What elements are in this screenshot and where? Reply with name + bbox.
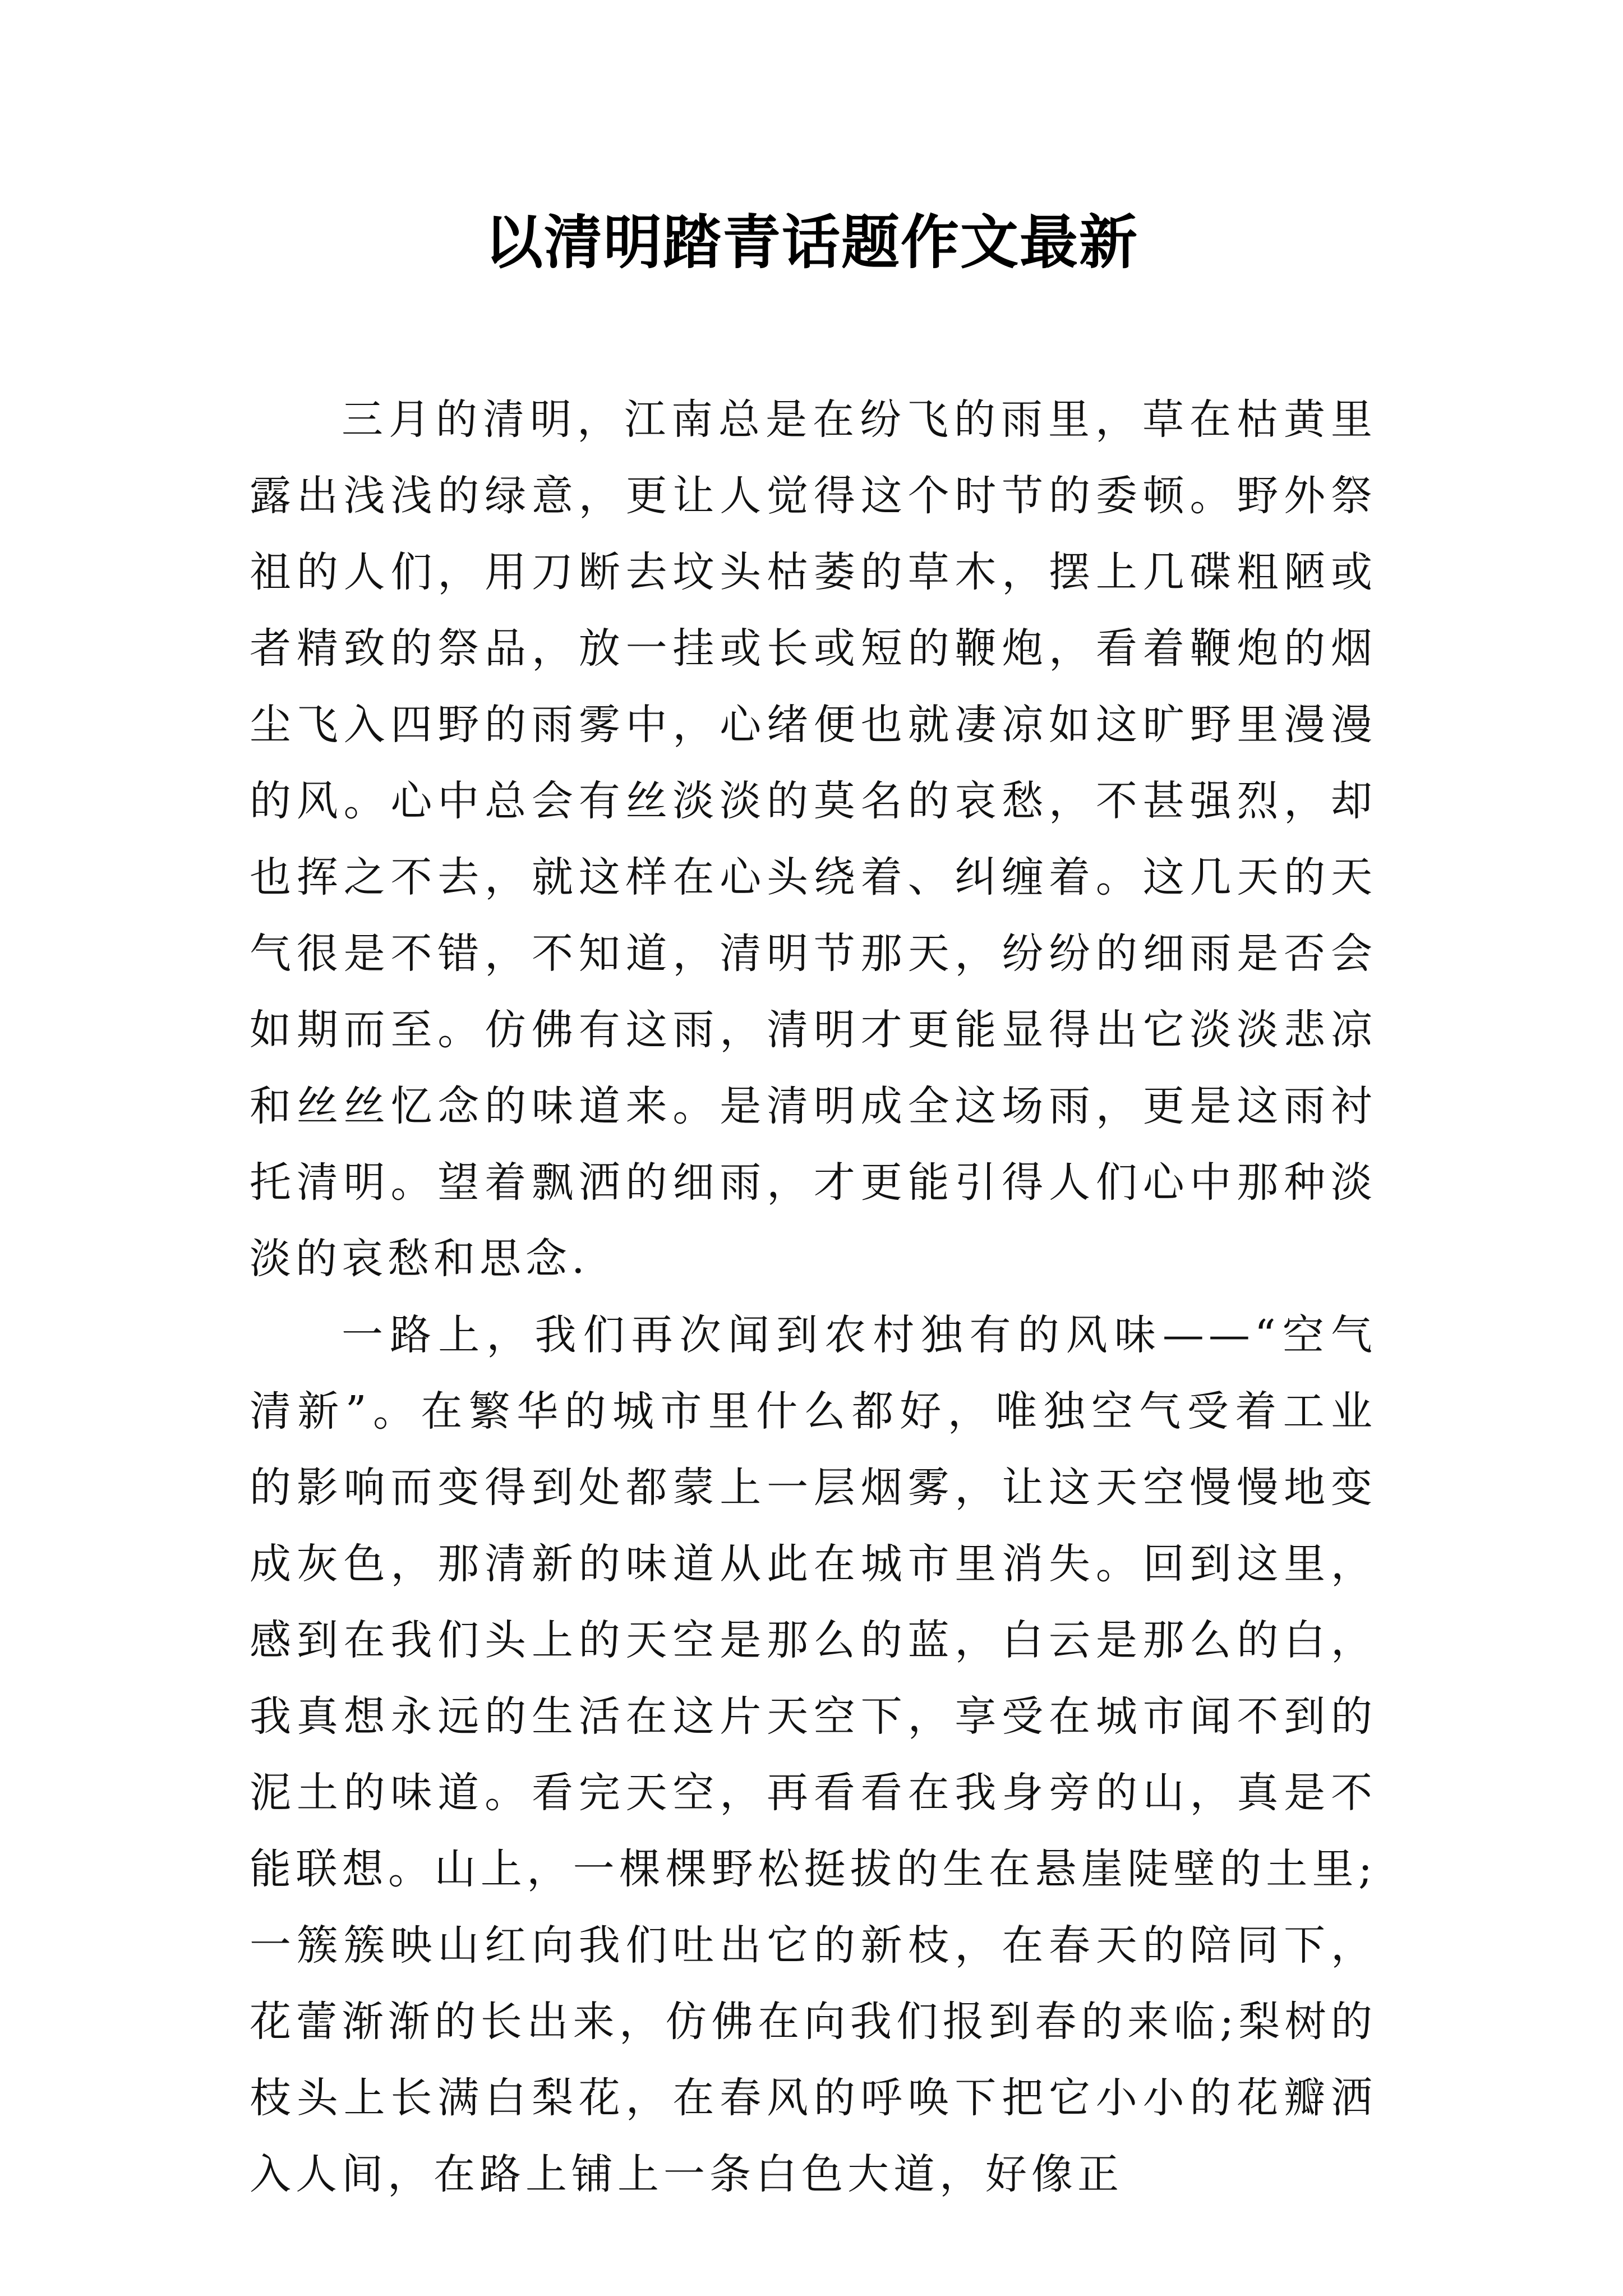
paragraph-1: 三月的清明，江南总是在纷飞的雨里，草在枯黄里露出浅浅的绿意，更让人觉得这个时节的委顿。野外祭祖的人们，用刀断去坟头枯萎的草木，摆上几碟粗陋或者精致的祭品，放一挂或长或短的鞭炮，看着鞭炮的烟尘飞入四野的雨雾中，心绪便也就凄凉如这旷野里漫漫的风。心中总会有丝淡淡的莫名的哀愁，不甚强烈，却也挥之不去，就这样在心头绕着、纠缠着。这几天的天气很是不错，不知道，清明节那天，纷纷的细雨是否会如期而至。仿佛有这雨，清明才更能显得出它淡淡悲凉 和丝丝忆念的味道来。是清明成全这场雨，更是这雨衬托清明。望着飘洒的细雨，才更能引得人们心中那种淡淡的哀愁和思念. bbox=[250, 395, 1377, 1283]
document-body bbox=[250, 381, 1377, 2212]
paragraph-2: 一路上，我们再次闻到农村独有的风味——“空气清新”。在繁华的城市里什么都好，唯独空气受着工业的影响而变得到处都蒙上一层烟雾，让这天空慢慢地变成灰色，那清新的味道从此在城市里消失。回到这里，感到在我们头上的天空是那么的蓝，白云是那么的白，我真想永远的生活在这片天空下，享受在城市闻不到的泥土的味道。看完天空，再看看在我身旁的山，真是不能联想。山上，一棵棵野松挺拔的生在悬崖陡壁的土里;一簇簇映山红向我们吐出它的新枝，在春天的陪同下，花蕾渐渐的长出来，仿佛在向我们报到春的来临;梨树的枝头上长满白梨花，在春风的呼唤下把它小小的花瓣洒入人间，在路上铺上一条白色大道，好像正 bbox=[250, 1311, 1377, 2198]
document-title: 以清明踏青话题作文最新 bbox=[484, 208, 1138, 277]
